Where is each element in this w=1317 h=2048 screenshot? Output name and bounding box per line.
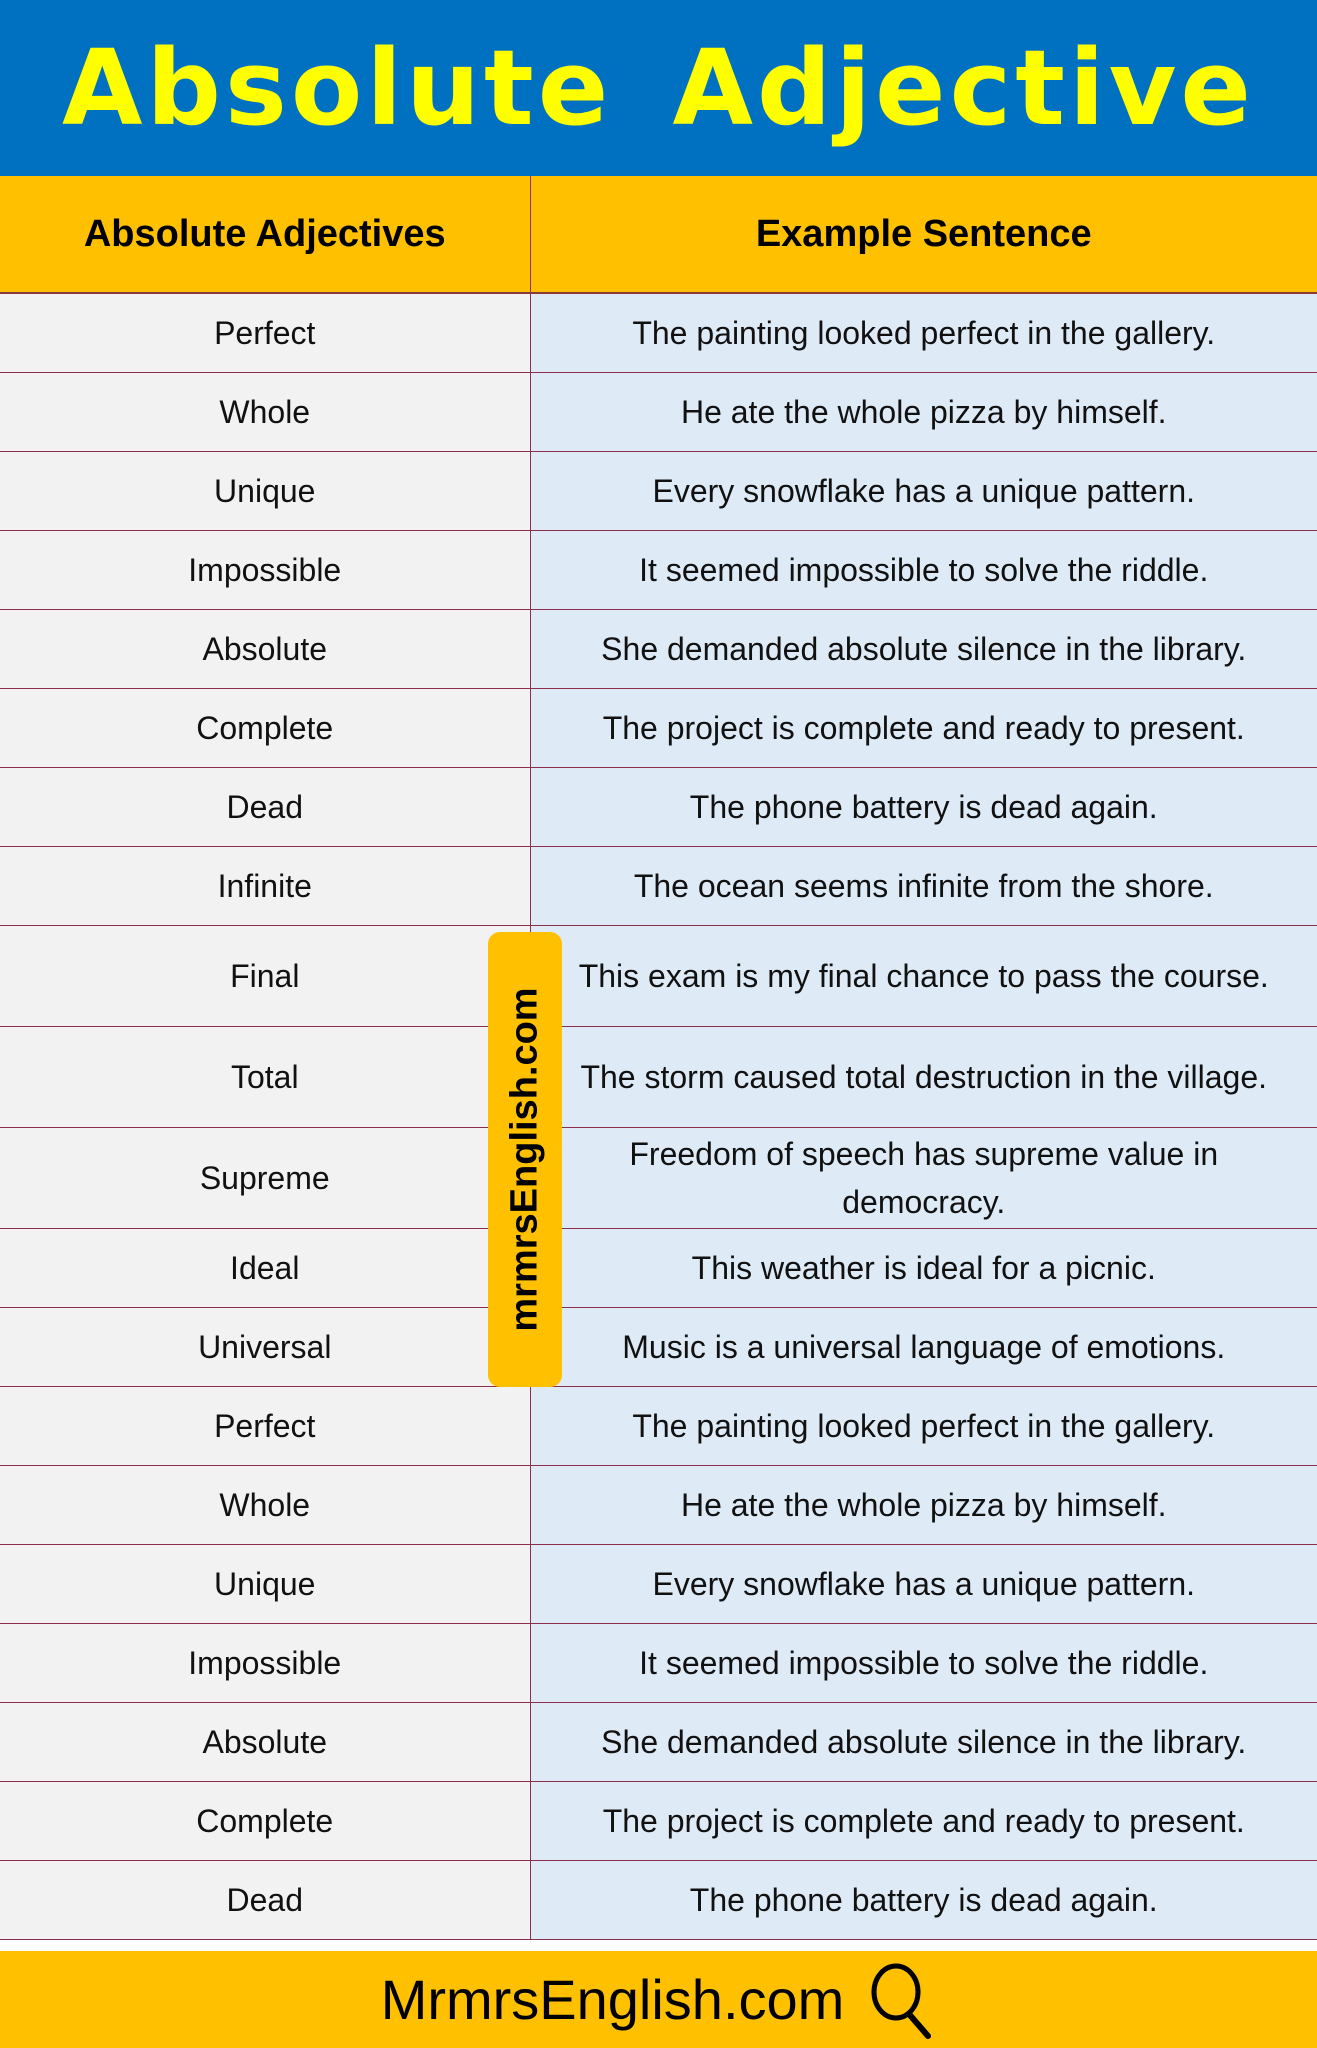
- sentence-cell: This exam is my final chance to pass the course.: [530, 926, 1317, 1027]
- adjective-cell: Complete: [0, 689, 530, 768]
- adjective-cell: Perfect: [0, 293, 530, 373]
- watermark-text: mrmrsEnglish.com: [503, 987, 546, 1332]
- table-row: [0, 373, 1317, 452]
- adjective-cell: Dead: [0, 768, 530, 847]
- sentence-cell: The painting looked perfect in the gallery.: [530, 1387, 1317, 1466]
- table-row: [0, 1229, 1317, 1308]
- table-row: [0, 1782, 1317, 1861]
- table-row: [0, 689, 1317, 768]
- adjective-cell: Impossible: [0, 531, 530, 610]
- sentence-cell: The phone battery is dead again.: [530, 1861, 1317, 1940]
- sentence-cell: The project is complete and ready to present.: [530, 689, 1317, 768]
- table-row: [0, 1466, 1317, 1545]
- adjective-cell: Infinite: [0, 847, 530, 926]
- adjective-cell: Unique: [0, 452, 530, 531]
- sentence-cell: The painting looked perfect in the gallery.: [530, 293, 1317, 373]
- sentence-cell: He ate the whole pizza by himself.: [530, 1466, 1317, 1545]
- sentence-cell: Music is a universal language of emotions.: [530, 1308, 1317, 1387]
- table-row: [0, 1128, 1317, 1229]
- adjective-cell: Whole: [0, 373, 530, 452]
- adjective-cell: Absolute: [0, 610, 530, 689]
- header-adjectives: Absolute Adjectives: [0, 176, 530, 293]
- table-row: [0, 1703, 1317, 1782]
- table-row: [0, 768, 1317, 847]
- table-header-row: [0, 176, 1317, 293]
- table-row: [0, 1861, 1317, 1940]
- table-row: [0, 293, 1317, 373]
- adjective-cell: Complete: [0, 1782, 530, 1861]
- sentence-cell: Every snowflake has a unique pattern.: [530, 1545, 1317, 1624]
- sentence-cell: He ate the whole pizza by himself.: [530, 373, 1317, 452]
- page-title: Absolute Adjective: [62, 27, 1255, 149]
- adjective-cell: Unique: [0, 1545, 530, 1624]
- adjective-cell: Impossible: [0, 1624, 530, 1703]
- sentence-cell: This weather is ideal for a picnic.: [530, 1229, 1317, 1308]
- sentence-cell: It seemed impossible to solve the riddle.: [530, 531, 1317, 610]
- adjective-cell: Ideal: [0, 1229, 530, 1308]
- adjective-cell: Supreme: [0, 1128, 530, 1229]
- sentence-cell: She demanded absolute silence in the library.: [530, 610, 1317, 689]
- footer-banner: [0, 1951, 1317, 2048]
- table-row: [0, 1624, 1317, 1703]
- table-row: [0, 1027, 1317, 1128]
- search-icon: [866, 1960, 936, 2040]
- sentence-cell: The ocean seems infinite from the shore.: [530, 847, 1317, 926]
- sentence-cell: It seemed impossible to solve the riddle.: [530, 1624, 1317, 1703]
- sentence-cell: The project is complete and ready to present.: [530, 1782, 1317, 1861]
- adjective-cell: Total: [0, 1027, 530, 1128]
- sentence-cell: The storm caused total destruction in the village.: [530, 1027, 1317, 1128]
- sentence-cell: She demanded absolute silence in the library.: [530, 1703, 1317, 1782]
- title-banner: [0, 0, 1317, 176]
- adjective-cell: Final: [0, 926, 530, 1027]
- adjective-cell: Dead: [0, 1861, 530, 1940]
- sentence-cell: Every snowflake has a unique pattern.: [530, 452, 1317, 531]
- adjective-cell: Absolute: [0, 1703, 530, 1782]
- header-example-sentence: Example Sentence: [530, 176, 1317, 293]
- table-row: [0, 1387, 1317, 1466]
- adjective-cell: Perfect: [0, 1387, 530, 1466]
- table-row: [0, 1545, 1317, 1624]
- adjective-cell: Whole: [0, 1466, 530, 1545]
- watermark-badge: [488, 932, 562, 1387]
- table-row: [0, 926, 1317, 1027]
- table-row: [0, 452, 1317, 531]
- sentence-cell: Freedom of speech has supreme value in democracy.: [530, 1128, 1317, 1229]
- table-row: [0, 1308, 1317, 1387]
- table-row: [0, 610, 1317, 689]
- footer-site: MrmrsEnglish.com: [380, 1968, 845, 2031]
- table-row: [0, 531, 1317, 610]
- adjectives-table: [0, 176, 1317, 1940]
- adjective-cell: Universal: [0, 1308, 530, 1387]
- sentence-cell: The phone battery is dead again.: [530, 768, 1317, 847]
- table-row: [0, 847, 1317, 926]
